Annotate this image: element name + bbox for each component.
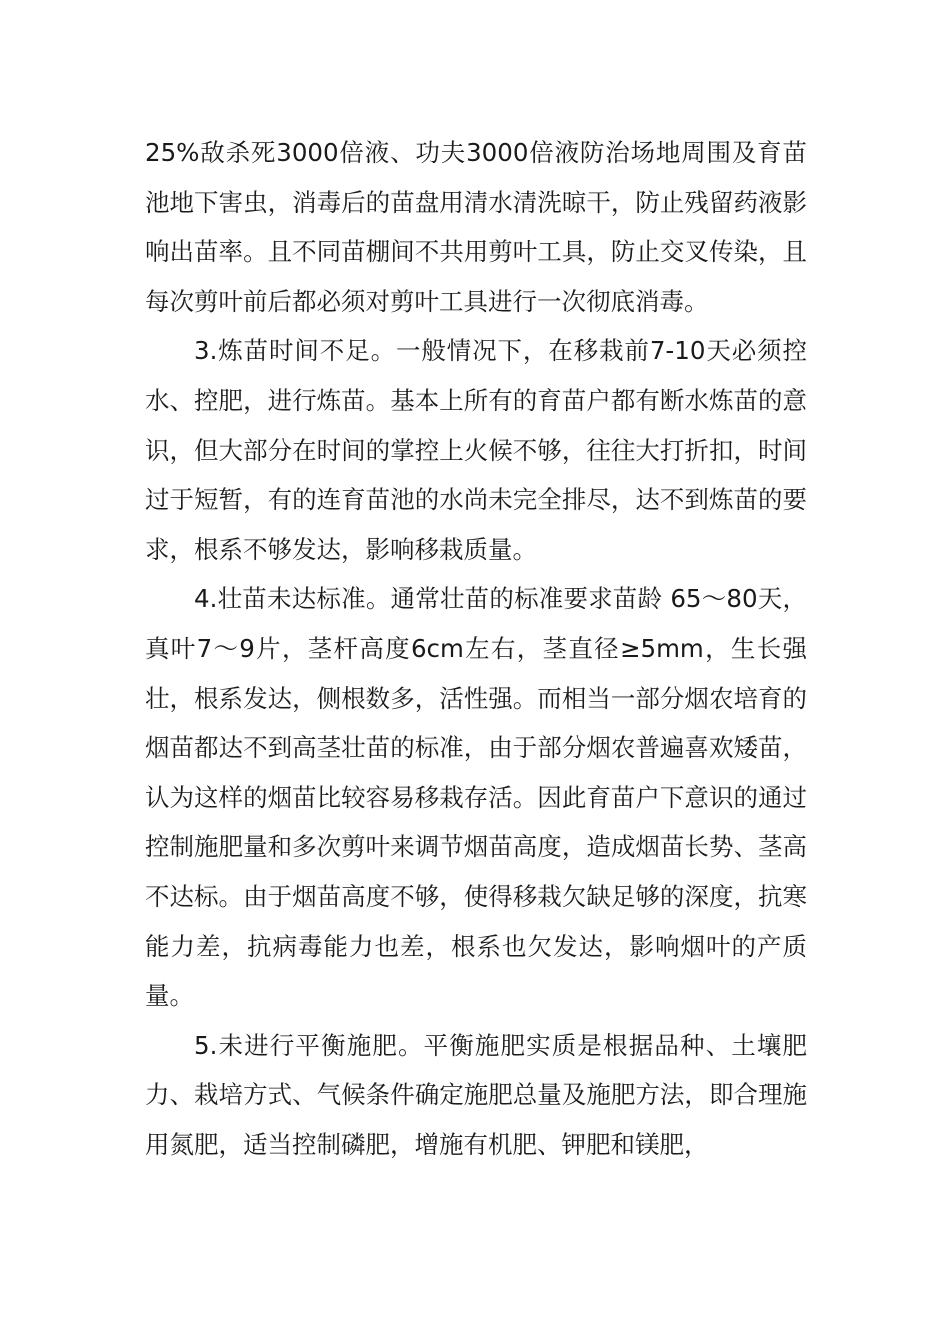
paragraph-balanced-fertilization: 5.未进行平衡施肥。平衡施肥实质是根据品种、土壤肥力、栽培方式、气候条件确定施肥总量及施肥方法，即合理施用氮肥，适当控制磷肥，增施有机肥、钾肥和镁肥， bbox=[145, 1030, 807, 1159]
paragraph-seedling-hardening: 3.炼苗时间不足。一般情况下，在移栽前7-10天必须控水、控肥，进行炼苗。基本上所有的育苗户都有断水炼苗的意识，但大部分在时间的掌控上火候不够，往往大打折扣，时间过于短暂，有的连育苗池的水尚未完全排尽，达不到炼苗的要求，根系不够发达，影响移栽质量。 bbox=[145, 336, 807, 564]
paragraph-strong-seedling-standard: 4.壮苗未达标准。通常壮苗的标准要求苗龄 65～80天，真叶7～9片，茎杆高度6cm左右，茎直径≥5mm，生长强壮，根系发达，侧根数多，活性强。而相当一部分烟农培育的烟苗都达不到高茎壮苗的标准，由于部分烟农普遍喜欢矮苗，认为这样的烟苗比较容易移栽存活。因此育苗户下意识的通过控制施肥量和多次剪叶来调节烟苗高度，造成烟苗长势、茎高不达标。由于烟苗高度不够，使得移栽欠缺足够的深度，抗寒能力差，抗病毒能力也差，根系也欠发达，影响烟叶的产质量。 bbox=[145, 584, 807, 1011]
paragraph-pest-control: 25%敌杀死3000倍液、功夫3000倍液防治场地周围及育苗池地下害虫，消毒后的苗盘用清水清洗晾干，防止残留药液影响出苗率。且不同苗棚间不共用剪叶工具，防止交叉传染，且每次剪叶前后都必须对剪叶工具进行一次彻底消毒。 bbox=[145, 138, 807, 316]
document-body bbox=[145, 128, 807, 1169]
